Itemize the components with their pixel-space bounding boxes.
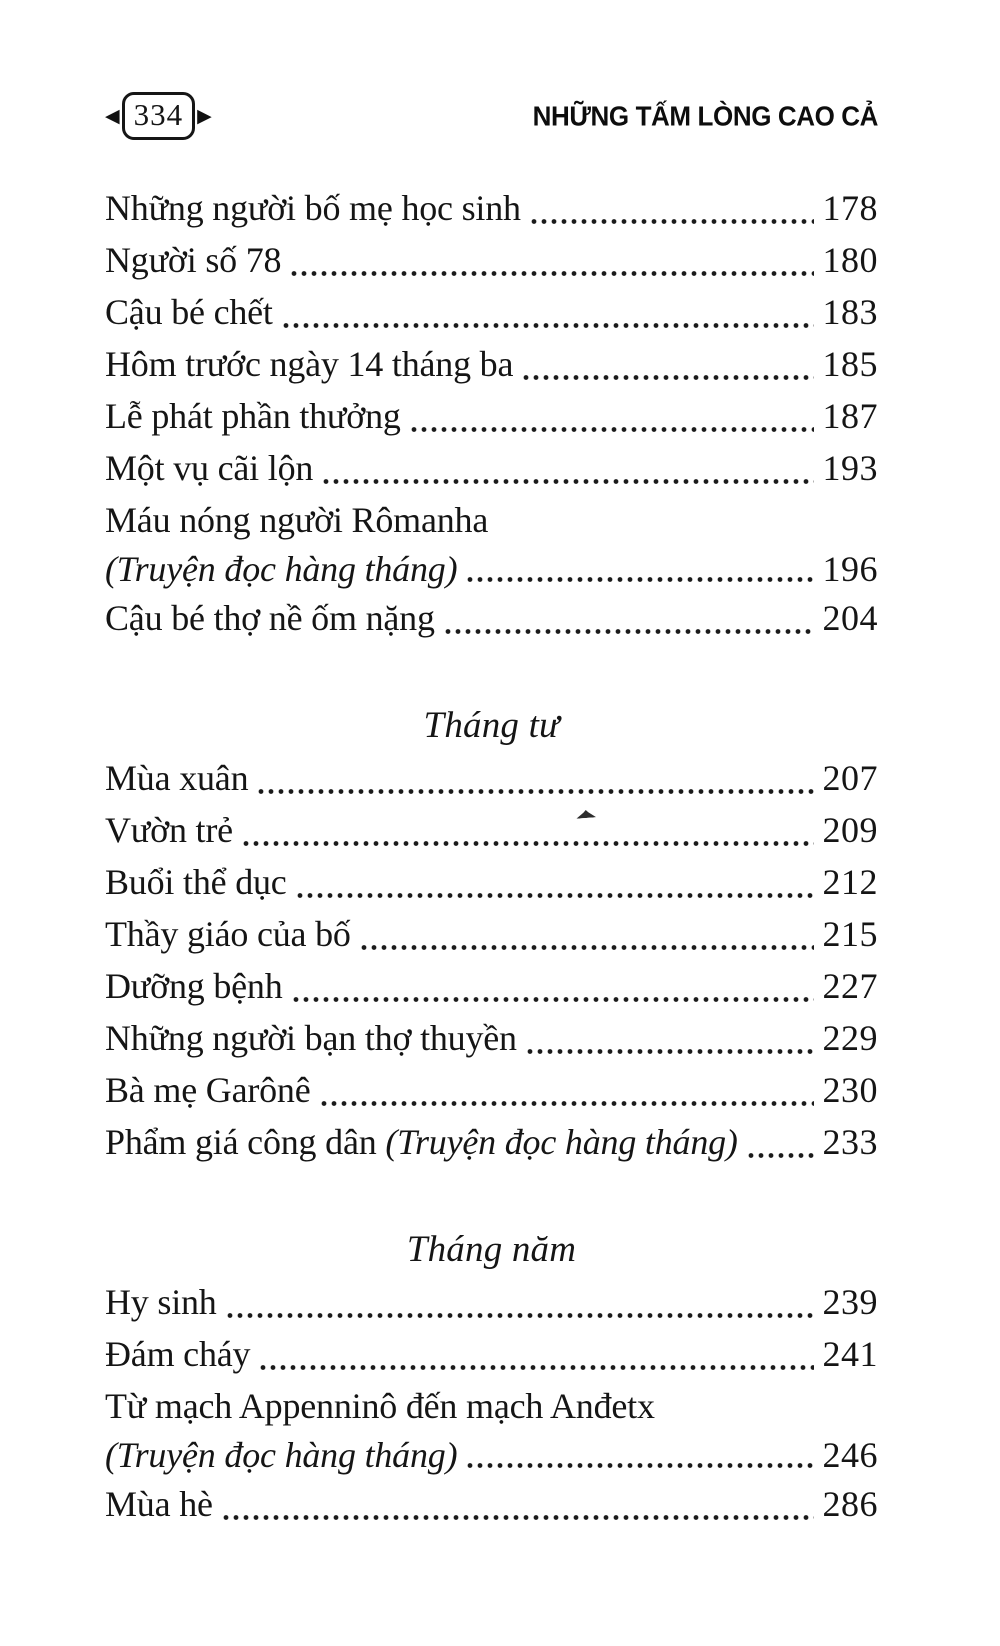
toc-entry xyxy=(105,592,878,644)
dotted-leader xyxy=(410,426,814,433)
toc-entry-continuation xyxy=(105,546,878,592)
toc-entry-continuation xyxy=(105,1432,878,1478)
dotted-leader xyxy=(444,628,814,635)
toc-entry-title: Máu nóng người Rômanha xyxy=(105,500,489,540)
book-title: NHỮNG TẤM LÒNG CAO CẢ xyxy=(532,99,878,132)
toc-page-number: 227 xyxy=(822,966,878,1006)
toc-entry-title: Dưỡng bệnh xyxy=(105,966,283,1006)
dotted-leader xyxy=(466,1462,814,1469)
dotted-leader xyxy=(290,270,814,277)
toc-page-number: 241 xyxy=(822,1334,878,1374)
toc-entry xyxy=(105,390,878,442)
toc-entry xyxy=(105,752,878,804)
toc-page-number: 207 xyxy=(822,758,878,798)
toc-page-number: 286 xyxy=(822,1484,878,1524)
toc-entry-title: Phẩm giá công dân (Truyện đọc hàng tháng) xyxy=(105,1122,738,1162)
toc-entry-subtitle: (Truyện đọc hàng tháng) xyxy=(105,1435,458,1475)
toc-entry xyxy=(105,1328,878,1380)
toc-page-number: 196 xyxy=(822,549,878,589)
toc-entry xyxy=(105,338,878,390)
toc-page-number: 212 xyxy=(822,862,878,902)
toc-page-number: 185 xyxy=(822,344,878,384)
toc-entry-title: Hôm trước ngày 14 tháng ba xyxy=(105,344,514,384)
page-content xyxy=(105,0,878,1530)
toc-entry-title: Từ mạch Appenninô đến mạch Anđetx xyxy=(105,1386,655,1426)
toc-entry-title: Người số 78 xyxy=(105,240,282,280)
toc-entry xyxy=(105,960,878,1012)
toc-entry xyxy=(105,856,878,908)
toc-entry xyxy=(105,182,878,234)
dotted-leader xyxy=(222,1514,814,1521)
dotted-leader xyxy=(322,478,814,485)
toc-entry-title: Cậu bé thợ nề ốm nặng xyxy=(105,598,435,638)
page-number-box xyxy=(122,92,196,139)
toc-page-number: 230 xyxy=(822,1070,878,1110)
dotted-leader xyxy=(257,788,814,795)
toc-page-number: 233 xyxy=(822,1122,878,1162)
dotted-leader xyxy=(522,374,814,381)
toc-entry-title: Thầy giáo của bố xyxy=(105,914,351,954)
dotted-leader xyxy=(226,1312,814,1319)
toc-entry xyxy=(105,234,878,286)
toc-entry xyxy=(105,1064,878,1116)
toc-entry-title: Vườn trẻ xyxy=(105,810,233,850)
toc-entry-title: Hy sinh xyxy=(105,1282,217,1322)
left-arrow-icon: ◀ xyxy=(105,104,120,127)
toc-entry xyxy=(105,1012,878,1064)
toc-entry-title: Mùa hè xyxy=(105,1484,213,1524)
dotted-leader xyxy=(360,944,814,951)
table-of-contents xyxy=(105,182,878,1530)
toc-page-number: 178 xyxy=(822,188,878,228)
section-heading: Tháng tư xyxy=(423,705,560,746)
dotted-leader xyxy=(282,322,814,329)
toc-entry xyxy=(105,1380,878,1432)
folio-nav xyxy=(105,92,212,139)
toc-entry xyxy=(105,442,878,494)
dotted-leader xyxy=(526,1048,814,1055)
toc-entry-title: Những người bố mẹ học sinh xyxy=(105,188,521,228)
dotted-leader xyxy=(296,892,814,899)
dotted-leader xyxy=(259,1364,814,1371)
toc-page-number: 193 xyxy=(822,448,878,488)
dotted-leader xyxy=(320,1100,814,1107)
toc-page-number: 204 xyxy=(822,598,878,638)
toc-entry xyxy=(105,1276,878,1328)
toc-page-number: 239 xyxy=(822,1282,878,1322)
toc-entry-title: Một vụ cãi lộn xyxy=(105,448,314,488)
section-heading: Tháng năm xyxy=(406,1229,577,1270)
toc-entry xyxy=(105,908,878,960)
toc-entry-title: Cậu bé chết xyxy=(105,292,273,332)
toc-entry xyxy=(105,494,878,546)
toc-entry-subtitle: (Truyện đọc hàng tháng) xyxy=(105,549,458,589)
toc-entry xyxy=(105,1116,878,1168)
toc-entry-title: Những người bạn thợ thuyền xyxy=(105,1018,517,1058)
toc-page-number: 183 xyxy=(822,292,878,332)
toc-entry-suffix: (Truyện đọc hàng tháng) xyxy=(385,1122,738,1162)
toc-page-number: 229 xyxy=(822,1018,878,1058)
toc-page-number: 209 xyxy=(822,810,878,850)
toc-entry xyxy=(105,286,878,338)
dotted-leader xyxy=(466,576,814,583)
toc-entry xyxy=(105,1478,878,1530)
running-header xyxy=(105,88,878,144)
toc-entry xyxy=(105,804,878,856)
toc-entry-title: Đám cháy xyxy=(105,1334,251,1374)
toc-entry-title: Buổi thể dục xyxy=(105,862,287,902)
toc-entry-title: Mùa xuân xyxy=(105,758,249,798)
toc-entry-title: Lễ phát phần thưởng xyxy=(105,396,401,436)
dotted-leader xyxy=(292,996,814,1003)
toc-entry-title: Bà mẹ Garônê xyxy=(105,1070,311,1110)
dotted-leader xyxy=(242,840,814,847)
right-arrow-icon: ▶ xyxy=(197,104,212,127)
dotted-leader xyxy=(530,218,814,225)
page-number: 334 xyxy=(133,97,184,133)
toc-page-number: 187 xyxy=(822,396,878,436)
toc-page-number: 246 xyxy=(822,1435,878,1475)
dotted-leader xyxy=(747,1152,814,1159)
toc-page-number: 215 xyxy=(822,914,878,954)
toc-page-number: 180 xyxy=(822,240,878,280)
